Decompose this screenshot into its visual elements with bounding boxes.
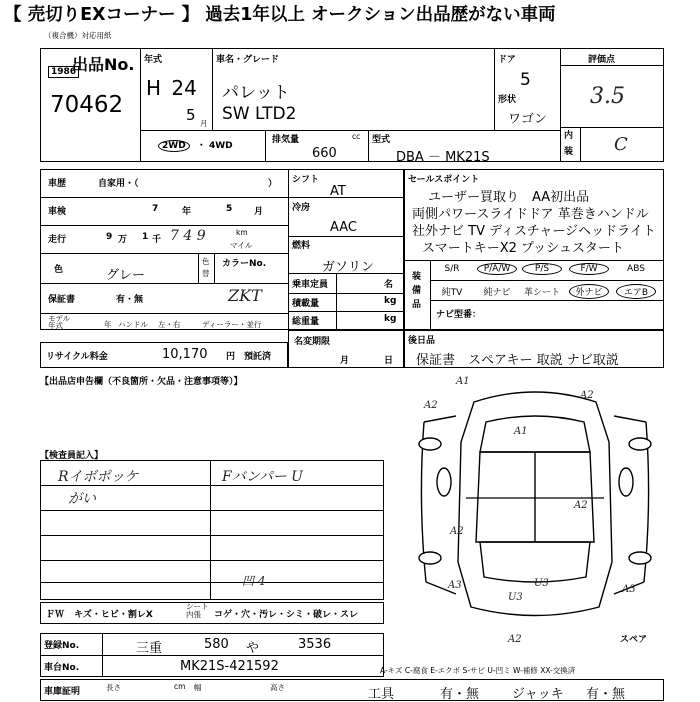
equipment-label-3: 品 <box>412 300 422 310</box>
equipment-abs: ABS <box>627 264 645 274</box>
model-row-dealer: ディーラー・並行 <box>202 320 262 329</box>
diagram-mark-0: A1 <box>456 376 470 387</box>
mileage-unit-mile: マイル <box>230 241 253 250</box>
registration-class: 580 <box>204 637 229 652</box>
diagram-mark-7: A3 <box>622 584 636 595</box>
colorno-label: カラーNo. <box>222 259 267 269</box>
equipment-ps: P/S <box>522 263 562 275</box>
inspection-label: 車検 <box>48 207 67 217</box>
inspection-month: 5 <box>226 204 233 214</box>
mileage-sen: 1 <box>142 232 149 242</box>
recycle-note: 預託済 <box>244 352 272 362</box>
chassis-label: 車台No. <box>44 663 80 673</box>
color-label: 色 <box>54 265 64 275</box>
drive-4wd: 4WD <box>208 141 233 151</box>
banner-title: 【 売切りEXコーナー 】 過去1年以上 オークション出品歴がない車両 <box>4 5 556 25</box>
model-row-handle-opts: 左・右 <box>158 320 181 329</box>
model-row-label-1: モデル <box>48 314 71 323</box>
post-items-value: 保証書 スペアキー 取説 ナビ取説 <box>416 353 619 368</box>
model-name: パレット <box>222 83 290 103</box>
displacement-unit: cc <box>352 132 361 141</box>
fw-seat: シート <box>186 602 209 611</box>
shape-label: 形状 <box>498 95 517 105</box>
details-left <box>40 169 404 330</box>
fw-items-2: コゲ・穴・汚レ・シミ・破レ・スレ <box>214 610 359 620</box>
jack-label: ジャッキ <box>512 687 564 702</box>
name-change-label: 名変期限 <box>294 337 331 347</box>
interior-value: C <box>614 134 628 155</box>
fw-items: キズ・ヒビ・割レX <box>74 610 153 620</box>
model-row-year-unit: 年 <box>104 320 112 329</box>
displacement-label: 排気量 <box>272 135 300 145</box>
year-era: H <box>146 76 162 100</box>
tools-label: 工具 <box>368 687 395 702</box>
lot-small-number: 1986 <box>48 66 79 78</box>
diagram-mark-4: A2 <box>574 500 588 511</box>
drive-2wd: 2WD <box>158 140 190 152</box>
interior-label-1: 内 <box>564 131 574 141</box>
jack-value: 有・無 <box>586 687 626 702</box>
score-value: 3.5 <box>590 84 625 109</box>
diagram-mark-6: A3 <box>448 580 462 591</box>
equipment-airbag: エアB <box>616 284 656 299</box>
chassis-value: MK21S-421592 <box>180 659 279 674</box>
damage-legend: A-キズ C-腐食 E-エクボ S-サビ U-凹ミ W-補修 XX-交換済 <box>380 666 576 675</box>
bottom-row <box>40 679 664 701</box>
garage-width: 幅 <box>194 683 202 692</box>
capacity-unit-1: kg <box>384 296 397 306</box>
diagram-mark-1: A1 <box>514 426 528 437</box>
mileage-unit-km: km <box>236 228 248 237</box>
diagram-mark-3: A2 <box>424 400 438 411</box>
name-change-unit: 月 <box>340 356 350 366</box>
garage-long: 長さ <box>106 683 121 692</box>
shift-value: AT <box>330 184 346 199</box>
inspection-month-unit: 月 <box>254 207 264 217</box>
model-code-label: 型式 <box>372 135 391 145</box>
color-change-2: 替 <box>202 269 210 278</box>
fw-seat-2: 内張 <box>186 610 201 619</box>
inspector-label: 【検査員記入】 <box>40 451 104 461</box>
recycle-label: リサイクル料金 <box>46 352 108 362</box>
displacement-value: 660 <box>312 146 337 161</box>
diagram-mark-10: A2 <box>508 634 522 645</box>
garage-height: 高さ <box>270 683 285 692</box>
fuel-label: 燃料 <box>292 241 311 251</box>
registration-kana: や <box>246 641 260 656</box>
equipment-sr: S/R <box>444 264 460 274</box>
equipment-paw: P/A/W <box>477 263 517 275</box>
inspector-note-4: 凹 4 <box>242 574 266 588</box>
recycle-unit: 円 <box>226 352 236 362</box>
sales-point-0: ユーザー買取り AA初出品 <box>428 190 590 205</box>
doors-label: ドア <box>498 55 516 65</box>
sales-point-2: 社外ナビ TV ディスチャージヘッドライト <box>412 224 656 239</box>
equipment-tv: 純TV <box>441 288 463 298</box>
inspector-note-3: Fバンパー U <box>222 469 303 485</box>
year-label: 年式 <box>144 55 163 65</box>
ac-value: AAC <box>330 220 357 235</box>
sales-point-3: スマートキーX2 プッシュスタート <box>422 241 624 256</box>
interior-label-2: 装 <box>564 147 574 157</box>
shift-label: シフト <box>292 175 320 185</box>
lot-label: 出品No. <box>72 55 135 74</box>
equipment-label-1: 装 <box>412 272 422 282</box>
fuel-value: ガソリン <box>322 260 375 275</box>
capacity-unit-0: 名 <box>384 280 394 290</box>
score-label: 評価点 <box>588 55 616 65</box>
registration-pref: 三重 <box>136 641 163 656</box>
month-unit: 月 <box>200 119 208 128</box>
garage-label: 車庫証明 <box>44 687 81 697</box>
inspector-note-2: がい <box>68 491 96 507</box>
capacity-label-0: 乗車定員 <box>292 280 329 290</box>
diagram-mark-9: U3 <box>534 578 549 589</box>
capacity-unit-2: kg <box>384 314 397 324</box>
mileage-sen-unit: 千 <box>152 235 162 245</box>
color-change-1: 色 <box>202 257 210 266</box>
diagram-mark-5: A2 <box>450 526 464 537</box>
post-items-label: 後日品 <box>408 336 436 346</box>
tools-value: 有・無 <box>440 687 480 702</box>
equipment-ext-nav: 外ナビ <box>569 284 609 299</box>
model-row-handle: ハンドル <box>118 320 148 329</box>
model-grade: SW LTD2 <box>222 104 297 124</box>
year-month: 5 <box>186 106 196 124</box>
equipment-label-2: 備 <box>412 286 422 296</box>
sales-points-label: セールスポイント <box>408 175 480 185</box>
equipment-fw: F/W <box>569 263 609 275</box>
seller-note-label: 【出品店申告欄（不良箇所・欠品・注意事項等）】 <box>40 377 243 387</box>
colorno-value: ZKT <box>228 286 262 305</box>
history-value: 自家用・（ <box>98 179 139 189</box>
equipment-leather: 革シート <box>523 288 560 298</box>
garage-cm: cm <box>174 682 186 691</box>
warranty-value: 有・無 <box>116 295 144 305</box>
shape-value: ワゴン <box>508 112 548 127</box>
warranty-label: 保証書 <box>48 295 76 305</box>
recycle-value: 10,170 <box>162 347 208 362</box>
ac-label: 冷房 <box>292 203 311 213</box>
diagram-mark-2: A2 <box>580 390 594 401</box>
name-change-unit2: 日 <box>384 356 394 366</box>
inspection-year-unit: 年 <box>182 207 192 217</box>
color-value: グレー <box>106 268 146 283</box>
year-value: 24 <box>171 76 197 100</box>
model-label: 車名・グレード <box>216 55 280 65</box>
nav-model-label: ナビ型番： <box>436 310 482 320</box>
model-code-value: DBA － MK21S <box>396 150 490 165</box>
form-note: （複合機）対応用紙 <box>44 31 112 40</box>
capacity-label-2: 総重量 <box>292 317 320 327</box>
fw-label: ＦＷ <box>46 610 65 620</box>
mileage-man-unit: 万 <box>118 235 128 245</box>
mileage-man: 9 <box>106 232 113 242</box>
lot-number: 70462 <box>50 92 124 118</box>
inspection-year: 7 <box>152 204 159 214</box>
registration-label: 登録No. <box>44 641 80 651</box>
history-close: ） <box>268 179 278 189</box>
equipment-nav: 純ナビ <box>483 288 511 298</box>
sales-point-1: 両側パワースライドドア 革巻きハンドル <box>412 207 649 222</box>
spare-label: スペア <box>620 635 648 645</box>
capacity-label-1: 積載量 <box>292 299 320 309</box>
mileage-hand: 7 4 9 <box>170 228 206 244</box>
mileage-label: 走行 <box>48 235 67 245</box>
inspector-note-1: Rイボポッケ <box>58 469 139 485</box>
history-label: 車歴 <box>48 179 67 189</box>
diagram-mark-8: U3 <box>508 592 523 603</box>
registration-number: 3536 <box>298 637 332 652</box>
doors-value: 5 <box>520 70 531 90</box>
model-row-label-2: 年式 <box>48 321 63 330</box>
